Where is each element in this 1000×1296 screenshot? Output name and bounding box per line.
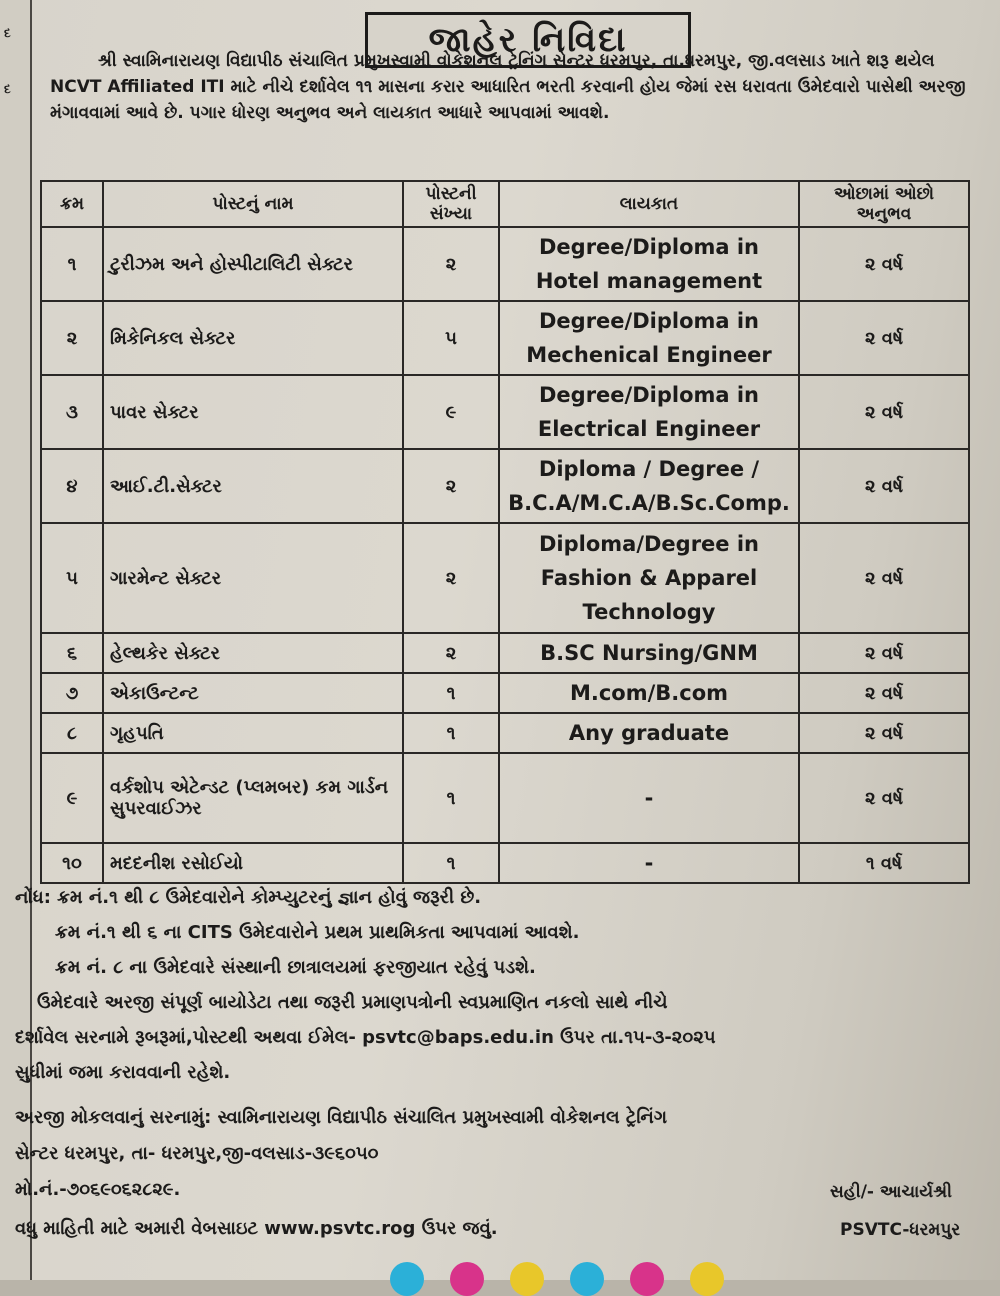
- row-serial: ૧૦: [41, 843, 103, 883]
- yellow-dot: [690, 1262, 724, 1296]
- row-post-name: હેલ્થકેર સેક્ટર: [103, 633, 403, 673]
- row-experience: ૨ વર્ષ: [799, 301, 969, 375]
- header-experience: ઓછામાં ઓછો અનુભવ: [799, 181, 969, 227]
- row-serial: ૨: [41, 301, 103, 375]
- row-qualification: Degree/Diploma in Electrical Engineer: [499, 375, 799, 449]
- row-qualification: B.SC Nursing/GNM: [499, 633, 799, 673]
- row-qualification: Diploma/Degree in Fashion & Apparel Technology: [499, 523, 799, 633]
- row-serial: ૯: [41, 753, 103, 843]
- row-post-count: ૨: [403, 633, 499, 673]
- table-row: [41, 633, 969, 673]
- header-serial: ક્રમ: [41, 181, 103, 227]
- row-post-count: ૨: [403, 227, 499, 301]
- address-line: અરજી મોકલવાનું સરનામું: સ્વામિનારાયણ વિદ્યાપીઠ સંચાલિત પ્રમુખસ્વામી વોકેશનલ ટ્રેનિંગ: [15, 1107, 667, 1128]
- row-post-name: ટુરીઝમ અને હોસ્પીટાલિટી સેક્ટર: [103, 227, 403, 301]
- intro-paragraph: શ્રી સ્વામિનારાયણ વિદ્યાપીઠ સંચાલિત પ્રમુખસ્વામી વોકેશનલ ટ્રેનિંગ સેન્ટર ધરમપુર, તા.ધરમપુર, જી.વલસાડ ખાતે શરૂ થયેલ NCVT Affiliated ITI માટે નીચે દર્શાવેલ ૧૧ માસના કરાર આધારિત ભરતી કરવાની હોય જેમાં રસ ધરાવતા ઉમેદવારો પાસેથી અરજી મંગાવવામાં આવે છે. પગાર ધોરણ અનુભવ અને લાયકાત આધારે આપવામાં આવશે.: [50, 51, 966, 123]
- row-qualification: -: [499, 753, 799, 843]
- notice-title: જાહેર નિવિદા: [365, 12, 691, 68]
- table-row: [41, 523, 969, 633]
- row-experience: ૨ વર્ષ: [799, 523, 969, 633]
- row-post-name: પાવર સેક્ટર: [103, 375, 403, 449]
- row-qualification: -: [499, 843, 799, 883]
- row-post-name: એકાઉન્ટન્ટ: [103, 673, 403, 713]
- phone-number: મો.નં.-૭૦૬૯૦૬૨૮૨૯.: [15, 1179, 181, 1200]
- row-experience: ૧ વર્ષ: [799, 843, 969, 883]
- note-line: નોંધ: ક્રમ નં.૧ થી ૮ ઉમેદવારોને કોમ્પ્યુટરનું જ્ઞાન હોવું જરૂરી છે.: [15, 887, 482, 908]
- row-experience: ૨ વર્ષ: [799, 713, 969, 753]
- cyan-dot: [390, 1262, 424, 1296]
- table-row: [41, 449, 969, 523]
- table-row: [41, 227, 969, 301]
- signature-org: PSVTC-ધરમપુર: [840, 1220, 961, 1240]
- row-serial: ૭: [41, 673, 103, 713]
- cyan-dot: [570, 1262, 604, 1296]
- tender-notice: [15, 10, 990, 1250]
- magenta-dot: [630, 1262, 664, 1296]
- row-serial: ૬: [41, 633, 103, 673]
- signature-title: સહી/- આચાર્યશ્રી: [830, 1182, 952, 1202]
- row-serial: ૧: [41, 227, 103, 301]
- row-post-name: મદદનીશ રસોઈયો: [103, 843, 403, 883]
- table-row: [41, 673, 969, 713]
- table-row: [41, 843, 969, 883]
- note-line: ક્રમ નં. ૮ ના ઉમેદવારે સંસ્થાની છાત્રાલયમાં ફરજીયાત રહેવું પડશે.: [55, 957, 536, 978]
- row-experience: ૨ વર્ષ: [799, 449, 969, 523]
- row-experience: ૨ વર્ષ: [799, 375, 969, 449]
- row-serial: ૩: [41, 375, 103, 449]
- table-row: [41, 713, 969, 753]
- row-qualification: Any graduate: [499, 713, 799, 753]
- magenta-dot: [450, 1262, 484, 1296]
- row-qualification: M.com/B.com: [499, 673, 799, 713]
- note-line: દર્શાવેલ સરનામે રૂબરૂમાં,પોસ્ટથી અથવા ઈમેલ- psvtc@baps.edu.in ઉપર તા.૧૫-૩-૨૦૨૫: [15, 1027, 716, 1048]
- row-post-count: ૫: [403, 301, 499, 375]
- row-post-count: ૨: [403, 523, 499, 633]
- row-qualification: Diploma / Degree / B.C.A/M.C.A/B.Sc.Comp.: [499, 449, 799, 523]
- left-column-char: દ: [4, 26, 11, 40]
- header-qualification: લાયકાત: [499, 181, 799, 227]
- address-line: સેન્ટર ધરમપુર, તા- ધરમપુર,જી-વલસાડ-૩૯૬૦૫૦: [15, 1143, 379, 1164]
- row-post-count: ૨: [403, 449, 499, 523]
- note-line: ઉમેદવારે અરજી સંપૂર્ણ બાયોડેટા તથા જરૂરી પ્રમાણપત્રોની સ્વપ્રમાણિત નકલો સાથે નીચે: [37, 992, 668, 1013]
- note-line: સુધીમાં જમા કરાવવાની રહેશે.: [15, 1062, 231, 1083]
- row-post-name: આઈ.ટી.સેક્ટર: [103, 449, 403, 523]
- header-post-count: પોસ્ટની સંખ્યા: [403, 181, 499, 227]
- row-experience: ૨ વર્ષ: [799, 673, 969, 713]
- table-row: [41, 753, 969, 843]
- row-serial: ૪: [41, 449, 103, 523]
- row-post-count: ૧: [403, 673, 499, 713]
- yellow-dot: [510, 1262, 544, 1296]
- row-serial: ૮: [41, 713, 103, 753]
- row-qualification: Degree/Diploma in Mechenical Engineer: [499, 301, 799, 375]
- row-qualification: Degree/Diploma in Hotel management: [499, 227, 799, 301]
- note-line: ક્રમ નં.૧ થી ૬ ના CITS ઉમેદવારોને પ્રથમ પ્રાથમિકતા આપવામાં આવશે.: [55, 922, 580, 943]
- posts-table: [40, 180, 970, 884]
- table-header-row: [41, 181, 969, 227]
- row-post-name: વર્કશોપ એટેન્ડટ (પ્લમબર) કમ ગાર્ડન સુપરવાઈઝર: [103, 753, 403, 843]
- row-post-count: ૯: [403, 375, 499, 449]
- table-row: [41, 301, 969, 375]
- row-post-name: ગૃહપતિ: [103, 713, 403, 753]
- row-post-count: ૧: [403, 843, 499, 883]
- row-post-count: ૧: [403, 713, 499, 753]
- left-column-char: દ: [4, 82, 11, 96]
- notes-section: [15, 880, 975, 1090]
- website-line: વધુ માહિતી માટે અમારી વેબસાઇટ www.psvtc.rog ઉપર જવું.: [15, 1218, 498, 1239]
- row-experience: ૨ વર્ષ: [799, 633, 969, 673]
- table-row: [41, 375, 969, 449]
- row-experience: ૨ વર્ષ: [799, 753, 969, 843]
- row-post-count: ૧: [403, 753, 499, 843]
- row-serial: ૫: [41, 523, 103, 633]
- row-experience: ૨ વર્ષ: [799, 227, 969, 301]
- header-post-name: પોસ્ટનું નામ: [103, 181, 403, 227]
- row-post-name: મિકેનિકલ સેક્ટર: [103, 301, 403, 375]
- row-post-name: ગારમેન્ટ સેક્ટર: [103, 523, 403, 633]
